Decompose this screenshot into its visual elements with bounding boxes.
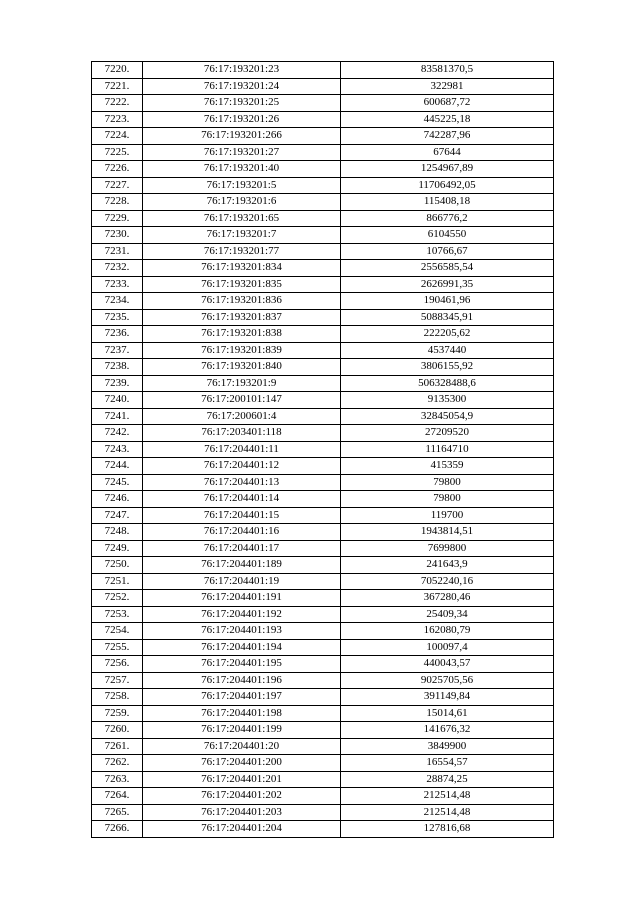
table-row <box>92 161 554 178</box>
table-row <box>92 144 554 161</box>
cadastral-value-cell: 600687,72 <box>341 95 554 112</box>
table-row <box>92 656 554 673</box>
cadastral-number-cell: 76:17:193201:839 <box>143 342 341 359</box>
cadastral-number-cell: 76:17:204401:200 <box>143 755 341 772</box>
row-number-cell: 7233. <box>92 276 143 293</box>
cadastral-value-cell: 15014,61 <box>341 705 554 722</box>
cadastral-value-cell: 322981 <box>341 78 554 95</box>
cadastral-number-cell: 76:17:204401:203 <box>143 804 341 821</box>
cadastral-number-cell: 76:17:204401:191 <box>143 590 341 607</box>
row-number-cell: 7254. <box>92 623 143 640</box>
cadastral-value-cell: 2556585,54 <box>341 260 554 277</box>
table-row <box>92 260 554 277</box>
cadastral-number-cell: 76:17:193201:40 <box>143 161 341 178</box>
row-number-cell: 7245. <box>92 474 143 491</box>
row-number-cell: 7231. <box>92 243 143 260</box>
table-row <box>92 672 554 689</box>
cadastral-number-cell: 76:17:204401:17 <box>143 540 341 557</box>
cadastral-number-cell: 76:17:204401:19 <box>143 573 341 590</box>
row-number-cell: 7224. <box>92 128 143 145</box>
cadastral-value-cell: 9025705,56 <box>341 672 554 689</box>
table-row <box>92 804 554 821</box>
cadastral-value-cell: 415359 <box>341 458 554 475</box>
row-number-cell: 7225. <box>92 144 143 161</box>
row-number-cell: 7251. <box>92 573 143 590</box>
table-row <box>92 392 554 409</box>
cadastral-value-cell: 506328488,6 <box>341 375 554 392</box>
row-number-cell: 7232. <box>92 260 143 277</box>
cadastral-number-cell: 76:17:193201:24 <box>143 78 341 95</box>
cadastral-number-cell: 76:17:193201:7 <box>143 227 341 244</box>
row-number-cell: 7222. <box>92 95 143 112</box>
table-row <box>92 705 554 722</box>
table-row <box>92 408 554 425</box>
table-row <box>92 755 554 772</box>
cadastral-number-cell: 76:17:204401:198 <box>143 705 341 722</box>
cadastral-number-cell: 76:17:204401:201 <box>143 771 341 788</box>
cadastral-value-cell: 28874,25 <box>341 771 554 788</box>
cadastral-number-cell: 76:17:193201:836 <box>143 293 341 310</box>
cadastral-number-cell: 76:17:193201:27 <box>143 144 341 161</box>
row-number-cell: 7236. <box>92 326 143 343</box>
row-number-cell: 7243. <box>92 441 143 458</box>
cadastral-value-cell: 32845054,9 <box>341 408 554 425</box>
row-number-cell: 7261. <box>92 738 143 755</box>
cadastral-number-cell: 76:17:204401:12 <box>143 458 341 475</box>
row-number-cell: 7238. <box>92 359 143 376</box>
cadastral-number-cell: 76:17:204401:202 <box>143 788 341 805</box>
row-number-cell: 7260. <box>92 722 143 739</box>
table-row <box>92 111 554 128</box>
cadastral-number-cell: 76:17:193201:834 <box>143 260 341 277</box>
cadastral-number-cell: 76:17:204401:189 <box>143 557 341 574</box>
row-number-cell: 7228. <box>92 194 143 211</box>
cadastral-value-cell: 742287,96 <box>341 128 554 145</box>
cadastral-value-cell: 440043,57 <box>341 656 554 673</box>
cadastral-value-cell: 11706492,05 <box>341 177 554 194</box>
cadastral-number-cell: 76:17:204401:204 <box>143 821 341 838</box>
cadastral-value-cell: 1254967,89 <box>341 161 554 178</box>
cadastral-value-cell: 222205,62 <box>341 326 554 343</box>
table-row <box>92 722 554 739</box>
table-row <box>92 590 554 607</box>
table-row <box>92 62 554 79</box>
cadastral-value-cell: 83581370,5 <box>341 62 554 79</box>
cadastral-value-cell: 367280,46 <box>341 590 554 607</box>
cadastral-value-cell: 25409,34 <box>341 606 554 623</box>
cadastral-number-cell: 76:17:204401:194 <box>143 639 341 656</box>
cadastral-number-cell: 76:17:193201:9 <box>143 375 341 392</box>
table-row <box>92 689 554 706</box>
table-row <box>92 821 554 838</box>
cadastral-number-cell: 76:17:203401:118 <box>143 425 341 442</box>
cadastral-value-table <box>91 61 554 838</box>
row-number-cell: 7220. <box>92 62 143 79</box>
row-number-cell: 7221. <box>92 78 143 95</box>
cadastral-value-cell: 6104550 <box>341 227 554 244</box>
cadastral-number-cell: 76:17:204401:13 <box>143 474 341 491</box>
table-row <box>92 177 554 194</box>
cadastral-number-cell: 76:17:204401:20 <box>143 738 341 755</box>
cadastral-number-cell: 76:17:200101:147 <box>143 392 341 409</box>
table-row <box>92 309 554 326</box>
row-number-cell: 7263. <box>92 771 143 788</box>
row-number-cell: 7262. <box>92 755 143 772</box>
cadastral-value-cell: 4537440 <box>341 342 554 359</box>
cadastral-value-cell: 127816,68 <box>341 821 554 838</box>
table-row <box>92 342 554 359</box>
cadastral-value-cell: 7052240,16 <box>341 573 554 590</box>
row-number-cell: 7229. <box>92 210 143 227</box>
cadastral-number-cell: 76:17:204401:16 <box>143 524 341 541</box>
table-row <box>92 557 554 574</box>
row-number-cell: 7255. <box>92 639 143 656</box>
row-number-cell: 7239. <box>92 375 143 392</box>
table-row <box>92 491 554 508</box>
table-row <box>92 524 554 541</box>
table-row <box>92 276 554 293</box>
row-number-cell: 7256. <box>92 656 143 673</box>
row-number-cell: 7266. <box>92 821 143 838</box>
cadastral-value-cell: 79800 <box>341 491 554 508</box>
table-row <box>92 194 554 211</box>
table-row <box>92 606 554 623</box>
row-number-cell: 7249. <box>92 540 143 557</box>
table-row <box>92 425 554 442</box>
table-row <box>92 507 554 524</box>
cadastral-number-cell: 76:17:193201:837 <box>143 309 341 326</box>
table-row <box>92 771 554 788</box>
cadastral-number-cell: 76:17:193201:26 <box>143 111 341 128</box>
cadastral-number-cell: 76:17:204401:193 <box>143 623 341 640</box>
cadastral-value-cell: 190461,96 <box>341 293 554 310</box>
table-row <box>92 573 554 590</box>
cadastral-number-cell: 76:17:204401:14 <box>143 491 341 508</box>
table-row <box>92 243 554 260</box>
row-number-cell: 7265. <box>92 804 143 821</box>
cadastral-number-cell: 76:17:204401:11 <box>143 441 341 458</box>
row-number-cell: 7230. <box>92 227 143 244</box>
cadastral-value-cell: 16554,57 <box>341 755 554 772</box>
table-row <box>92 458 554 475</box>
cadastral-number-cell: 76:17:193201:77 <box>143 243 341 260</box>
cadastral-number-cell: 76:17:204401:195 <box>143 656 341 673</box>
row-number-cell: 7248. <box>92 524 143 541</box>
table-row <box>92 326 554 343</box>
row-number-cell: 7252. <box>92 590 143 607</box>
row-number-cell: 7244. <box>92 458 143 475</box>
cadastral-value-cell: 141676,32 <box>341 722 554 739</box>
cadastral-value-cell: 67644 <box>341 144 554 161</box>
row-number-cell: 7235. <box>92 309 143 326</box>
row-number-cell: 7226. <box>92 161 143 178</box>
cadastral-value-cell: 866776,2 <box>341 210 554 227</box>
cadastral-value-cell: 9135300 <box>341 392 554 409</box>
row-number-cell: 7253. <box>92 606 143 623</box>
table-row <box>92 639 554 656</box>
cadastral-number-cell: 76:17:193201:840 <box>143 359 341 376</box>
row-number-cell: 7241. <box>92 408 143 425</box>
row-number-cell: 7234. <box>92 293 143 310</box>
table-row <box>92 95 554 112</box>
cadastral-value-cell: 391149,84 <box>341 689 554 706</box>
row-number-cell: 7237. <box>92 342 143 359</box>
cadastral-value-cell: 2626991,35 <box>341 276 554 293</box>
row-number-cell: 7240. <box>92 392 143 409</box>
cadastral-value-cell: 11164710 <box>341 441 554 458</box>
row-number-cell: 7257. <box>92 672 143 689</box>
table-row <box>92 375 554 392</box>
cadastral-value-cell: 100097,4 <box>341 639 554 656</box>
cadastral-number-cell: 76:17:193201:25 <box>143 95 341 112</box>
row-number-cell: 7223. <box>92 111 143 128</box>
table-row <box>92 623 554 640</box>
table-row <box>92 738 554 755</box>
table-row <box>92 441 554 458</box>
cadastral-value-cell: 10766,67 <box>341 243 554 260</box>
row-number-cell: 7227. <box>92 177 143 194</box>
cadastral-number-cell: 76:17:193201:5 <box>143 177 341 194</box>
table-row <box>92 227 554 244</box>
cadastral-number-cell: 76:17:193201:6 <box>143 194 341 211</box>
cadastral-number-cell: 76:17:204401:196 <box>143 672 341 689</box>
table-row <box>92 128 554 145</box>
cadastral-value-cell: 212514,48 <box>341 788 554 805</box>
table-row <box>92 210 554 227</box>
table-row <box>92 474 554 491</box>
cadastral-value-cell: 445225,18 <box>341 111 554 128</box>
cadastral-number-cell: 76:17:193201:838 <box>143 326 341 343</box>
cadastral-value-cell: 27209520 <box>341 425 554 442</box>
cadastral-value-cell: 5088345,91 <box>341 309 554 326</box>
cadastral-number-cell: 76:17:200601:4 <box>143 408 341 425</box>
table-row <box>92 788 554 805</box>
row-number-cell: 7259. <box>92 705 143 722</box>
cadastral-value-cell: 3849900 <box>341 738 554 755</box>
cadastral-value-cell: 241643,9 <box>341 557 554 574</box>
table-row <box>92 540 554 557</box>
table-body <box>92 62 554 838</box>
row-number-cell: 7246. <box>92 491 143 508</box>
cadastral-number-cell: 76:17:204401:197 <box>143 689 341 706</box>
cadastral-number-cell: 76:17:193201:65 <box>143 210 341 227</box>
row-number-cell: 7250. <box>92 557 143 574</box>
table-row <box>92 359 554 376</box>
cadastral-value-cell: 115408,18 <box>341 194 554 211</box>
cadastral-number-cell: 76:17:204401:15 <box>143 507 341 524</box>
cadastral-number-cell: 76:17:204401:199 <box>143 722 341 739</box>
cadastral-number-cell: 76:17:193201:266 <box>143 128 341 145</box>
row-number-cell: 7242. <box>92 425 143 442</box>
row-number-cell: 7264. <box>92 788 143 805</box>
cadastral-value-cell: 162080,79 <box>341 623 554 640</box>
cadastral-number-cell: 76:17:204401:192 <box>143 606 341 623</box>
row-number-cell: 7247. <box>92 507 143 524</box>
table-row <box>92 293 554 310</box>
cadastral-value-cell: 1943814,51 <box>341 524 554 541</box>
cadastral-number-cell: 76:17:193201:23 <box>143 62 341 79</box>
cadastral-value-cell: 212514,48 <box>341 804 554 821</box>
cadastral-value-cell: 119700 <box>341 507 554 524</box>
cadastral-value-cell: 7699800 <box>341 540 554 557</box>
cadastral-value-cell: 3806155,92 <box>341 359 554 376</box>
table-row <box>92 78 554 95</box>
row-number-cell: 7258. <box>92 689 143 706</box>
cadastral-number-cell: 76:17:193201:835 <box>143 276 341 293</box>
cadastral-value-cell: 79800 <box>341 474 554 491</box>
